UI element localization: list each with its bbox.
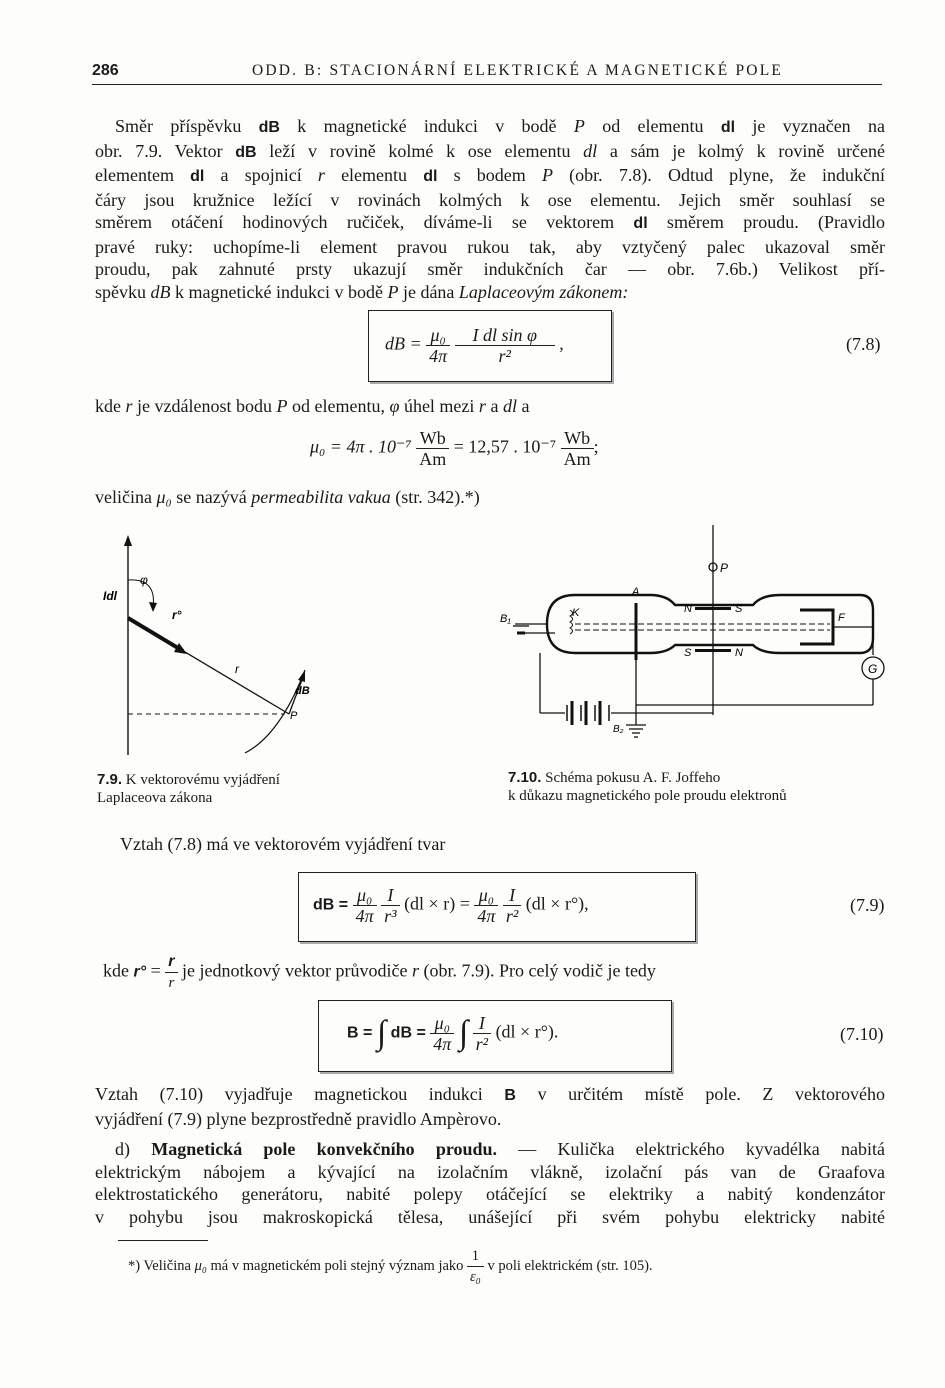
equation-number-7-10: (7.10) [840,1024,884,1044]
label-B2: B₂ [613,724,624,735]
permeability-sentence: veličina μ₀ se nazývá permeabilita vakua (str. 342).*) [95,487,480,507]
label-A: A [632,586,640,598]
equation-number-7-8: (7.8) [846,334,881,354]
label-N-lower: N [735,647,743,659]
battery-B2-cells [567,701,609,725]
page-header [92,60,882,85]
label-P: P [290,710,298,722]
label-N-upper: N [684,603,692,615]
label-P: P [720,561,729,575]
label-idl: Idl [103,589,117,603]
vector-form-intro: Vztah (7.8) má ve vektorovém vyjádření tvar [120,834,446,854]
figure-7-10-diagram [495,520,890,755]
label-B1: B₁ [500,613,511,625]
axis-arrowhead [124,535,132,546]
label-F: F [838,612,845,624]
figure-7-9-diagram [95,530,355,765]
magnet-lower [695,649,731,652]
unit-vector-definition: kde r° = $\frac{r}{r}$ je jednotkový vektor průvodiče r (obr. 7.9). Pro celý vodič je tedy [103,953,656,991]
label-r0: r° [172,608,182,622]
angle-arc-arrowhead [149,602,157,612]
footnote-rule [118,1240,208,1241]
ground-symbol [626,725,646,737]
paragraph-ampere: Vztah (7.10) vyjadřuje magnetickou indukci B v určitém místě pole. Z vektorového vyjádření (7.9) plyne bezprostředně pravidlo Ampèrovo. [95,1084,885,1129]
faraday-cup [800,610,833,644]
label-phi: φ [140,573,148,587]
label-S-upper: S [735,603,743,615]
running-title: ODD. B: STACIONÁRNÍ ELEKTRICKÉ A MAGNETICKÉ POLE [252,62,784,79]
label-dB: dB [295,685,310,697]
page-number: 286 [92,62,119,79]
mu-zero-value: μ₀ = 4π . 10⁻⁷ $\frac{Wb}{Am}$ = 12,57 . 10⁻⁷ $\frac{Wb}{Am}$ ; [310,428,599,469]
paragraph-intro: Směr příspěvku dB k magnetické indukci v bodě P od elementu dl je vyznačen na obr. 7.9. Vektor dB leží v rovině kolmé k ose elementu dl a sám je kolmý k rovině určené elementem dl a spojnicí r elementu dl s bodem P (obr. 7.8). Odtud plyne, že indukční čáry jsou kružnice ležící v rovinách kolmých k ose elementu. Jejich směr souhlasí se směrem otáčení hodinových ručiček, díváme-li se vektorem dl směrem proudu. (Pravidlo pravé ruky: uchopíme-li element pravou rukou tak, aby vztyčený palec ukazoval směr proudu, pak zahnuté prsty ukazují směr indukčních čar — obr. 7.6b.) Velikost pří- spěvku dB k magnetické indukci v bodě P je dána Laplaceovým zákonem: [95,116,886,302]
unit-vector-r0 [128,618,183,651]
equation-7-10-box: B = ∫ dB = $\frac{\text{μ₀}}{4\pi}$ ∫ $\frac{I}{\text{r²}}$ (dl × r°). [318,1000,672,1072]
figure-7-10-caption: 7.10. Schéma pokusu A. F. Joffeho k důkazu magnetického pole proudu elektronů [508,769,787,804]
label-r: r [235,662,239,676]
equation-7-9-box: dB = $\frac{\text{μ₀}}{4\pi}$ $\frac{I}{\text{r³}}$ (dl × r) = $\frac{\text{μ₀}}{4\pi}$ $\frac{I}{\text{r²}}$ (dl × r°), [298,872,696,942]
footnote: *) Veličina μ₀ má v magnetickém poli stejný význam jako $\frac{1}{\text{ε₀}}$ v poli elektrickém (str. 105). [128,1248,653,1285]
label-S-lower: S [684,647,692,659]
label-G: G [868,662,878,676]
figure-7-9-caption: 7.9. K vektorovému vyjádření Laplaceova zákona [97,771,280,806]
definition-r-phi: kde r je vzdálenost bodu P od elementu, φ úhel mezi r a dl a [95,396,530,416]
dB-arrowhead [298,670,305,682]
magnet-upper [695,607,731,610]
equation-7-8-box: dB = $\frac{\text{μ₀}}{4\pi}$ $\frac{\text{I dl sin φ}}{\text{r²}}$ , [368,310,612,382]
paragraph-convection: d) Magnetická pole konvekčního proudu. — Kulička elektrického kyvadélka nabitá elektrickým nábojem a kývající na izolačním vlákně, izolační pás van de Graafova elektrostatického generátoru, nabité polepy otáčející se elektriky a nabitý kondenzátor v pohybu jsou makroskopická tělesa, unášející při svém pohybu elektricky nabité [95,1139,885,1227]
label-K: K [572,607,580,619]
equation-number-7-9: (7.9) [850,895,885,915]
